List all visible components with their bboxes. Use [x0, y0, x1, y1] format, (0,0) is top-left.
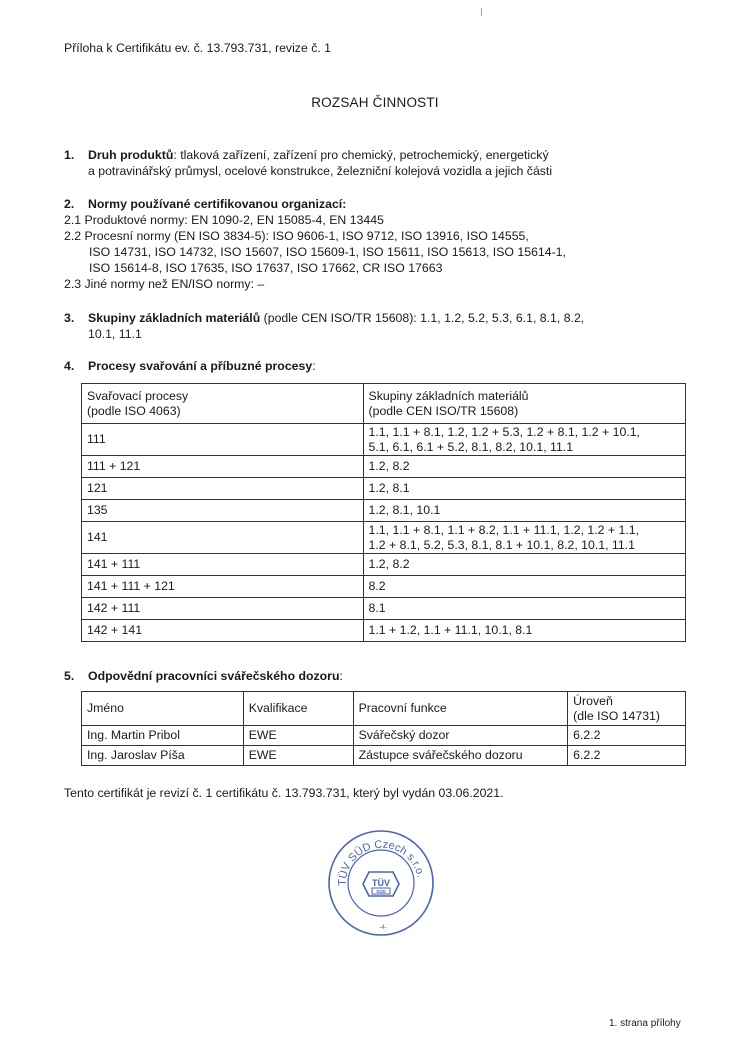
header-text: (dle ISO 14731) — [573, 708, 660, 723]
material-groups-line: 1.2 + 8.1, 5.2, 5.3, 8.1, 8.1 + 10.1, 8.2, 10.1, 11.1 — [368, 537, 635, 552]
process-row — [82, 424, 686, 456]
material-groups-cell — [363, 456, 685, 478]
supervisor-function: Svářečský dozor — [353, 726, 568, 746]
material-groups-line: 1.1, 1.1 + 8.1, 1.1 + 8.2, 1.1 + 11.1, 1.2, 1.2 + 1.1, — [368, 523, 640, 537]
section-heading: Druh produktů — [88, 148, 174, 162]
material-groups-line: 5.1, 6.1, 6.1 + 5.2, 8.1, 8.2, 10.1, 11.1 — [368, 439, 574, 454]
process-row — [82, 500, 686, 522]
material-groups-cell — [363, 576, 685, 598]
header-text: Svařovací procesy — [87, 389, 189, 403]
process-row — [82, 554, 686, 576]
supervisor-level: 6.2.2 — [568, 726, 686, 746]
section-text: (podle CEN ISO/TR 15608): 1.1, 1.2, 5.2, 5.3, 6.1, 8.1, 8.2, — [260, 311, 585, 325]
material-groups-cell — [363, 500, 685, 522]
heading-colon: : — [339, 669, 343, 683]
process-cell: 121 — [82, 478, 364, 500]
section-heading: Odpovědní pracovníci svářečského dozoru — [88, 669, 340, 683]
process-cell: 142 + 111 — [82, 598, 364, 620]
process-row — [82, 522, 686, 554]
section-2 — [64, 196, 704, 292]
supervisor-qualification: EWE — [243, 726, 353, 746]
table-header-cell — [363, 384, 685, 424]
section-text: 10.1, 11.1 — [88, 327, 142, 341]
section-heading: Skupiny základních materiálů — [88, 311, 261, 325]
material-groups-line: 1.2, 8.1 — [368, 481, 410, 496]
table-header-cell — [82, 384, 364, 424]
material-groups-line: 8.1 — [368, 601, 386, 616]
heading-colon: : — [312, 359, 316, 373]
process-norms-cont: ISO 15614-8, ISO 17635, ISO 17637, ISO 17662, CR ISO 17663 — [89, 261, 443, 275]
tuv-sud-stamp — [326, 828, 436, 938]
section-number: 5. — [64, 669, 75, 683]
material-groups-cell — [363, 620, 685, 642]
heading-colon: : — [342, 197, 347, 211]
header-text: Úroveň — [573, 694, 613, 708]
revision-note: Tento certifikát je revizí č. 1 certifikátu č. 13.793.731, který byl vydán 03.06.2021. — [64, 786, 504, 800]
material-groups-line: 1.2, 8.2 — [368, 557, 410, 572]
page-number: 1. strana přílohy — [609, 1018, 681, 1029]
supervisor-name: Ing. Jaroslav Píša — [82, 746, 244, 766]
supervisor-row — [82, 746, 686, 766]
material-groups-cell — [363, 554, 685, 576]
section-5 — [64, 668, 704, 684]
material-groups-cell — [363, 478, 685, 500]
attachment-header: Příloha k Certifikátu ev. č. 13.793.731, revize č. 1 — [64, 41, 332, 55]
header-text: (podle CEN ISO/TR 15608) — [368, 403, 519, 418]
supervisor-row — [82, 726, 686, 746]
process-row — [82, 598, 686, 620]
supervisor-name: Ing. Martin Pribol — [82, 726, 244, 746]
scan-mark — [481, 8, 482, 16]
material-groups-cell — [363, 598, 685, 620]
material-groups-line: 1.1 + 1.2, 1.1 + 11.1, 10.1, 8.1 — [368, 623, 533, 638]
section-number: 3. — [64, 311, 75, 325]
header-level — [568, 692, 686, 726]
section-text: a potravinářský průmysl, ocelové konstrukce, železniční kolejová vozidla a jejich části — [88, 164, 553, 178]
material-groups-line: 1.2, 8.2 — [368, 459, 410, 474]
material-groups-line: 8.2 — [368, 579, 386, 594]
tuv-logo-icon — [363, 872, 399, 896]
section-heading: Procesy svařování a příbuzné procesy — [88, 359, 313, 373]
process-norms-cont: ISO 14731, ISO 14732, ISO 15607, ISO 15609-1, ISO 15611, ISO 15613, ISO 15614-1, — [89, 245, 566, 259]
table-header-row — [82, 692, 686, 726]
supervisor-qualification: EWE — [243, 746, 353, 766]
process-cell: 135 — [82, 500, 364, 522]
process-cell: 141 + 111 — [82, 554, 364, 576]
page-title: ROZSAH ČINNOSTI — [311, 95, 439, 110]
section-number: 2. — [64, 197, 75, 211]
process-row — [82, 456, 686, 478]
process-cell: 111 — [82, 424, 364, 456]
other-norms: 2.3 Jiné normy než EN/ISO normy: – — [64, 277, 265, 291]
header-text: Skupiny základních materiálů — [368, 389, 529, 403]
header-qualification: Kvalifikace — [243, 692, 353, 726]
material-groups-cell — [363, 522, 685, 554]
section-4 — [64, 358, 704, 374]
section-number: 1. — [64, 148, 75, 162]
section-heading: Normy používané certifikovanou organizací — [88, 197, 343, 211]
process-cell: 142 + 141 — [82, 620, 364, 642]
process-cell: 141 + 111 + 121 — [82, 576, 364, 598]
process-cell: 141 — [82, 522, 364, 554]
header-name: Jméno — [82, 692, 244, 726]
supervisor-level: 6.2.2 — [568, 746, 686, 766]
supervision-table — [81, 691, 686, 766]
process-row — [82, 620, 686, 642]
product-norms: 2.1 Produktové normy: EN 1090-2, EN 15085-4, EN 13445 — [64, 213, 384, 227]
material-groups-line: 1.1, 1.1 + 8.1, 1.2, 1.2 + 5.3, 1.2 + 8.1, 1.2 + 10.1, — [368, 425, 640, 439]
header-function: Pracovní funkce — [353, 692, 568, 726]
header-text: (podle ISO 4063) — [87, 403, 181, 418]
section-text: : tlaková zařízení, zařízení pro chemický, petrochemický, energetický — [173, 148, 549, 162]
section-3 — [64, 310, 704, 342]
stamp-number: -4- — [379, 925, 387, 931]
process-cell: 111 + 121 — [82, 456, 364, 478]
section-1 — [64, 147, 704, 179]
stamp-ring-text: TÜV SÜD Czech s.r.o. — [336, 838, 427, 887]
supervisor-function: Zástupce svářečského dozoru — [353, 746, 568, 766]
process-row — [82, 576, 686, 598]
material-groups-cell — [363, 424, 685, 456]
table-header-row — [82, 384, 686, 424]
material-groups-line: 1.2, 8.1, 10.1 — [368, 503, 441, 518]
svg-text:SÜD: SÜD — [376, 889, 386, 894]
welding-process-table — [81, 383, 686, 642]
process-norms: 2.2 Procesní normy (EN ISO 3834-5): ISO 9606-1, ISO 9712, ISO 13916, ISO 14555, — [64, 229, 529, 243]
process-row — [82, 478, 686, 500]
section-number: 4. — [64, 359, 75, 373]
svg-text:TÜV: TÜV — [372, 878, 390, 888]
